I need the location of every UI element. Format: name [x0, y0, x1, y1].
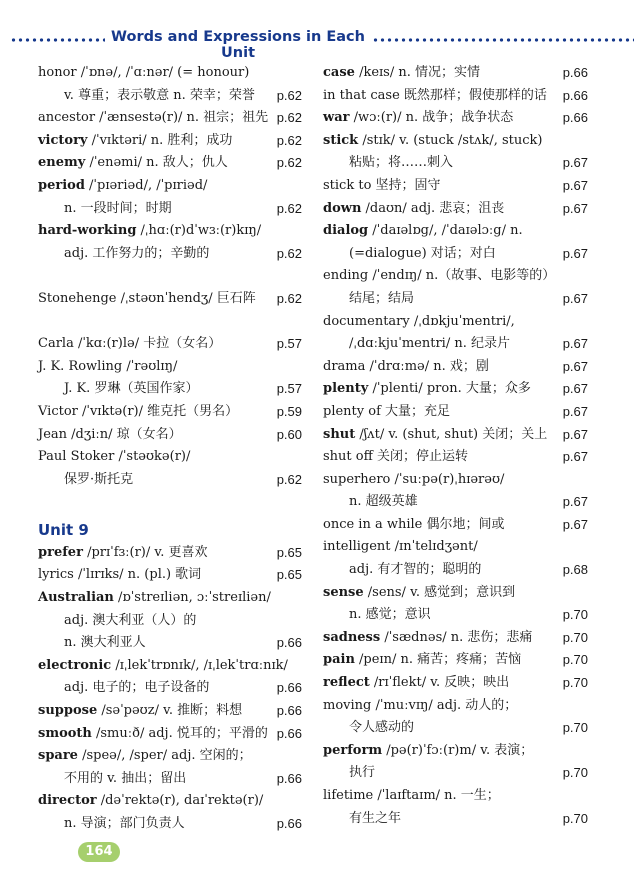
- page-ref: p.62: [276, 132, 302, 148]
- page-ref: p.66: [276, 680, 302, 696]
- vocab-entry: [323, 582, 588, 605]
- headword: shut: [323, 426, 356, 442]
- vocab-entry: [38, 723, 302, 746]
- entry-text: /stɪk/ v. (stuck /stʌk/, stuck): [358, 132, 543, 148]
- entry-text: superhero /ˈsuːpə(r)ˌhɪərəʊ/: [323, 471, 505, 487]
- entry-continuation: [323, 717, 588, 740]
- entry-continuation: [38, 813, 302, 836]
- entry-continuation: [38, 610, 302, 633]
- vocab-entry: [38, 790, 302, 813]
- headword: stick: [323, 132, 359, 148]
- left-column: [38, 62, 302, 836]
- entry-continuation: [38, 378, 302, 401]
- page-ref: p.67: [562, 290, 588, 306]
- entry-text: /pə(r)ˈfɔː(r)m/ v. 表演；: [382, 742, 534, 758]
- page-ref: p.66: [562, 65, 588, 80]
- vocab-entry: [38, 107, 302, 130]
- entry-text: /ɪˌlekˈtrɒnɪk/, /ɪˌlekˈtrɑːnɪk/: [111, 657, 288, 673]
- entry-text: /ˈdaɪəlɒg/, /ˈdaɪəlɔːg/ n.: [368, 223, 523, 239]
- vocab-entry: [38, 152, 302, 175]
- vocab-entry: [323, 220, 588, 243]
- entry-text: 结尾；结局: [349, 290, 415, 306]
- page-ref: p.65: [276, 567, 302, 583]
- headword: down: [323, 200, 362, 216]
- entry-continuation: [323, 243, 588, 266]
- entry-continuation: [323, 288, 588, 311]
- entry-text: 不用的 v. 抽出；留出: [64, 770, 187, 786]
- vocab-entry: [38, 333, 302, 356]
- page-ref: p.70: [562, 675, 588, 691]
- entry-text: documentary /ˌdɒkjuˈmentri/,: [323, 313, 515, 329]
- headword: hard-working: [38, 223, 137, 239]
- page-ref: p.70: [562, 810, 588, 826]
- entry-text: n. 一段时间；时期: [64, 200, 172, 216]
- vocab-entry: [323, 107, 588, 130]
- unit-heading: Unit 9: [38, 520, 89, 539]
- vocab-entry: [323, 62, 588, 85]
- page-ref: p.59: [276, 403, 302, 419]
- entry-text: 令人感动的: [349, 720, 415, 736]
- headword: electronic: [38, 657, 112, 673]
- headword: pain: [323, 652, 355, 668]
- entry-text: ancestor /ˈænsestə(r)/ n. 祖宗；祖先: [38, 110, 269, 126]
- entry-text: 有生之年: [349, 810, 402, 826]
- page-ref: p.66: [276, 816, 302, 831]
- header-dots-left: [10, 38, 105, 42]
- entry-text: adj. 澳大利亚（人）的: [64, 612, 197, 628]
- page-ref: p.57: [276, 381, 302, 397]
- vocab-entry: [38, 587, 302, 610]
- vocab-entry: [323, 785, 588, 808]
- page-ref: p.70: [562, 607, 588, 623]
- page-ref: p.62: [276, 471, 302, 487]
- entry-text: /dəˈrektə(r), daɪˈrektə(r)/: [96, 793, 264, 809]
- vocab-entry: [38, 288, 302, 311]
- entry-text: /ˈenəmi/ n. 敌人；仇人: [85, 155, 228, 171]
- vocab-entry: [323, 175, 588, 198]
- entry-text: ending /ˈendɪŋ/ n.（故事、电影等的）: [323, 268, 556, 284]
- entry-text: 保罗·斯托克: [64, 471, 134, 487]
- entry-text: /speə/, /sper/ adj. 空闲的；: [77, 748, 252, 764]
- headword: war: [323, 110, 350, 126]
- entry-text: /wɔː(r)/ n. 战争；战争状态: [349, 110, 514, 126]
- headword: suppose: [38, 703, 98, 719]
- page-header: [0, 27, 640, 61]
- headword: perform: [323, 742, 383, 758]
- entry-text: stick to 坚持；固守: [323, 177, 441, 193]
- headword: director: [38, 793, 97, 809]
- entry-text: adj. 有才智的；聪明的: [349, 562, 482, 578]
- entry-text: /keɪs/ n. 情况；实情: [354, 65, 480, 80]
- page-ref: p.70: [562, 765, 588, 781]
- headword: smooth: [38, 725, 92, 741]
- entry-continuation: [38, 469, 302, 492]
- page-ref: p.65: [276, 544, 302, 560]
- headword: Australian: [38, 590, 114, 606]
- page-ref: p.67: [562, 336, 588, 352]
- page-ref: p.67: [562, 403, 588, 419]
- page-ref: p.70: [562, 652, 588, 668]
- headword: enemy: [38, 155, 86, 171]
- vocab-entry: [38, 564, 302, 587]
- vocab-entry: [323, 198, 588, 221]
- page-ref: p.57: [276, 336, 302, 352]
- entry-text: /peɪn/ n. 痛苦；疼痛；苦恼: [354, 652, 522, 668]
- vocab-entry: [323, 311, 588, 334]
- spacer: [38, 491, 302, 514]
- page-ref: p.67: [562, 449, 588, 465]
- entry-continuation: [323, 333, 588, 356]
- entry-continuation: [323, 808, 588, 831]
- entry-text: honor /ˈɒnə/, /ˈɑːnər/ (= honour): [38, 65, 250, 80]
- vocab-entry: [38, 424, 302, 447]
- entry-text: Stonehenge /ˌstəʊnˈhendʒ/ 巨石阵: [38, 290, 256, 306]
- page-ref: p.70: [562, 720, 588, 736]
- entry-text: moving /ˈmuːvɪŋ/ adj. 动人的；: [323, 697, 518, 713]
- entry-text: /ˈvɪktəri/ n. 胜利；成功: [87, 132, 233, 148]
- entry-text: /prɪˈfɜː(r)/ v. 更喜欢: [82, 544, 208, 560]
- headword: plenty: [323, 381, 369, 397]
- entry-text: drama /ˈdrɑːmə/ n. 戏；剧: [323, 358, 489, 374]
- page-ref: p.62: [276, 290, 302, 306]
- entry-text: J. K. Rowling /ˈrəʊlɪŋ/: [38, 358, 178, 374]
- page-ref: p.68: [562, 562, 588, 578]
- vocab-entry: [323, 85, 588, 108]
- entry-text: (=dialogue) 对话；对白: [349, 245, 496, 261]
- headword: prefer: [38, 544, 83, 560]
- page-ref: p.67: [562, 516, 588, 532]
- page-ref: p.62: [276, 245, 302, 261]
- vocab-entry: [323, 695, 588, 718]
- entry-text: /ɒˈstreɪliən, ɔːˈstreɪliən/: [113, 590, 271, 606]
- page-ref: p.66: [562, 110, 588, 126]
- vocab-entry: [323, 536, 588, 559]
- entry-continuation: [323, 604, 588, 627]
- right-column: [323, 62, 588, 830]
- headword: sadness: [323, 629, 381, 645]
- entry-continuation: [38, 768, 302, 791]
- spacer: [38, 311, 302, 334]
- entry-continuation: [38, 85, 302, 108]
- vocab-entry: [323, 446, 588, 469]
- entry-text: /ˌhɑː(r)dˈwɜː(r)kɪŋ/: [136, 223, 262, 239]
- vocab-entry: [323, 740, 588, 763]
- headword: case: [323, 65, 355, 80]
- entry-text: /sens/ v. 感觉到；意识到: [363, 584, 516, 600]
- entry-text: lyrics /ˈlɪrɪks/ n. (pl.) 歌词: [38, 567, 202, 583]
- page-ref: p.62: [276, 110, 302, 126]
- entry-text: n. 感觉；意识: [349, 607, 431, 623]
- headword: period: [38, 177, 85, 193]
- entry-continuation: [38, 243, 302, 266]
- entry-text: adj. 电子的；电子设备的: [64, 680, 210, 696]
- vocab-entry: [323, 424, 588, 447]
- vocab-entry: [38, 655, 302, 678]
- vocab-entry: [38, 446, 302, 469]
- entry-text: 粘贴；将……刺入: [349, 155, 454, 171]
- entry-text: /daʊn/ adj. 悲哀；沮丧: [361, 200, 505, 216]
- page-ref: p.67: [562, 426, 588, 442]
- entry-continuation: [323, 559, 588, 582]
- vocab-entry: [38, 401, 302, 424]
- headword: spare: [38, 748, 78, 764]
- page-ref: p.67: [562, 200, 588, 216]
- headword: sense: [323, 584, 364, 600]
- vocab-entry: [38, 745, 302, 768]
- entry-text: n. 超级英雄: [349, 494, 418, 510]
- page-ref: p.66: [276, 703, 302, 719]
- headword: dialog: [323, 223, 369, 239]
- page-ref: p.67: [562, 381, 588, 397]
- entry-text: Carla /ˈkɑː(r)lə/ 卡拉（女名）: [38, 336, 222, 352]
- page-ref: p.67: [562, 494, 588, 510]
- entry-text: Jean /dʒiːn/ 琼（女名）: [38, 426, 182, 442]
- entry-continuation: [323, 491, 588, 514]
- vocab-entry: [38, 542, 302, 565]
- entry-text: /smuːð/ adj. 悦耳的；平滑的: [91, 725, 268, 741]
- vocab-entry: [323, 356, 588, 379]
- entry-text: Victor /ˈvɪktə(r)/ 维克托（男名）: [38, 403, 239, 419]
- page-ref: p.70: [562, 629, 588, 645]
- entry-continuation: [38, 632, 302, 655]
- vocab-entry: [323, 649, 588, 672]
- page-ref: p.67: [562, 177, 588, 193]
- page-ref: p.60: [276, 426, 302, 442]
- entry-text: 执行: [349, 765, 376, 781]
- entry-text: n. 导演；部门负责人: [64, 816, 185, 831]
- headword: victory: [38, 132, 88, 148]
- vocab-entry: [38, 700, 302, 723]
- entry-text: v. 尊重；表示敬意 n. 荣幸；荣誉: [64, 87, 255, 103]
- entry-continuation: [323, 762, 588, 785]
- page-ref: p.62: [276, 87, 302, 103]
- entry-text: adj. 工作努力的；辛勤的: [64, 245, 210, 261]
- entry-text: /ˈplenti/ pron. 大量；众多: [368, 381, 531, 397]
- entry-text: once in a while 偶尔地；间或: [323, 516, 505, 532]
- vocab-entry: [323, 469, 588, 492]
- entry-text: /ʃʌt/ v. (shut, shut) 关闭；关上: [355, 426, 548, 442]
- vocab-entry: [323, 265, 588, 288]
- page-ref: p.66: [562, 87, 588, 103]
- entry-text: /səˈpəʊz/ v. 推断；料想: [97, 703, 243, 719]
- vocab-entry: [323, 514, 588, 537]
- entry-text: intelligent /ɪnˈtelɪdʒənt/: [323, 539, 478, 555]
- page-ref: p.66: [276, 725, 302, 741]
- entry-text: /ˈpɪəriəd/, /ˈpɪriəd/: [84, 177, 208, 193]
- page-ref: p.67: [562, 155, 588, 171]
- vocab-entry: [38, 62, 302, 85]
- page-ref: p.67: [562, 358, 588, 374]
- page-ref: p.66: [276, 635, 302, 651]
- vocab-entry: [323, 401, 588, 424]
- vocab-entry: [323, 378, 588, 401]
- page-ref: p.62: [276, 155, 302, 171]
- vocab-entry: [323, 130, 588, 153]
- page-ref: p.66: [276, 770, 302, 786]
- vocab-entry: [38, 356, 302, 379]
- entry-text: /rɪˈflekt/ v. 反映；映出: [369, 675, 510, 691]
- entry-continuation: [323, 152, 588, 175]
- vocab-entry: [38, 175, 302, 198]
- vocab-entry: [323, 672, 588, 695]
- entry-text: plenty of 大量；充足: [323, 403, 451, 419]
- vocab-entry: [323, 627, 588, 650]
- entry-text: /ˌdɑːkjuˈmentri/ n. 纪录片: [349, 336, 510, 352]
- vocab-entry: [38, 130, 302, 153]
- entry-text: /ˈsædnəs/ n. 悲伤；悲痛: [380, 629, 533, 645]
- page-ref: p.67: [562, 245, 588, 261]
- entry-text: n. 澳大利亚人: [64, 635, 146, 651]
- entry-text: shut off 关闭；停止运转: [323, 449, 468, 465]
- entry-text: lifetime /ˈlaɪftaɪm/ n. 一生；: [323, 788, 500, 803]
- entry-text: in that case 既然那样；假使那样的话: [323, 87, 547, 103]
- page-number-badge: 164: [78, 842, 120, 862]
- vocab-entry: [38, 220, 302, 243]
- header-title: Words and Expressions in Each Unit: [111, 29, 365, 61]
- spacer: [38, 265, 302, 288]
- entry-text: Paul Stoker /ˈstəʊkə(r)/: [38, 449, 191, 465]
- header-dots-right: [372, 38, 634, 42]
- page-ref: p.62: [276, 200, 302, 216]
- entry-text: J. K. 罗琳（英国作家）: [64, 381, 199, 397]
- entry-continuation: [38, 677, 302, 700]
- headword: reflect: [323, 675, 370, 691]
- entry-continuation: [38, 198, 302, 221]
